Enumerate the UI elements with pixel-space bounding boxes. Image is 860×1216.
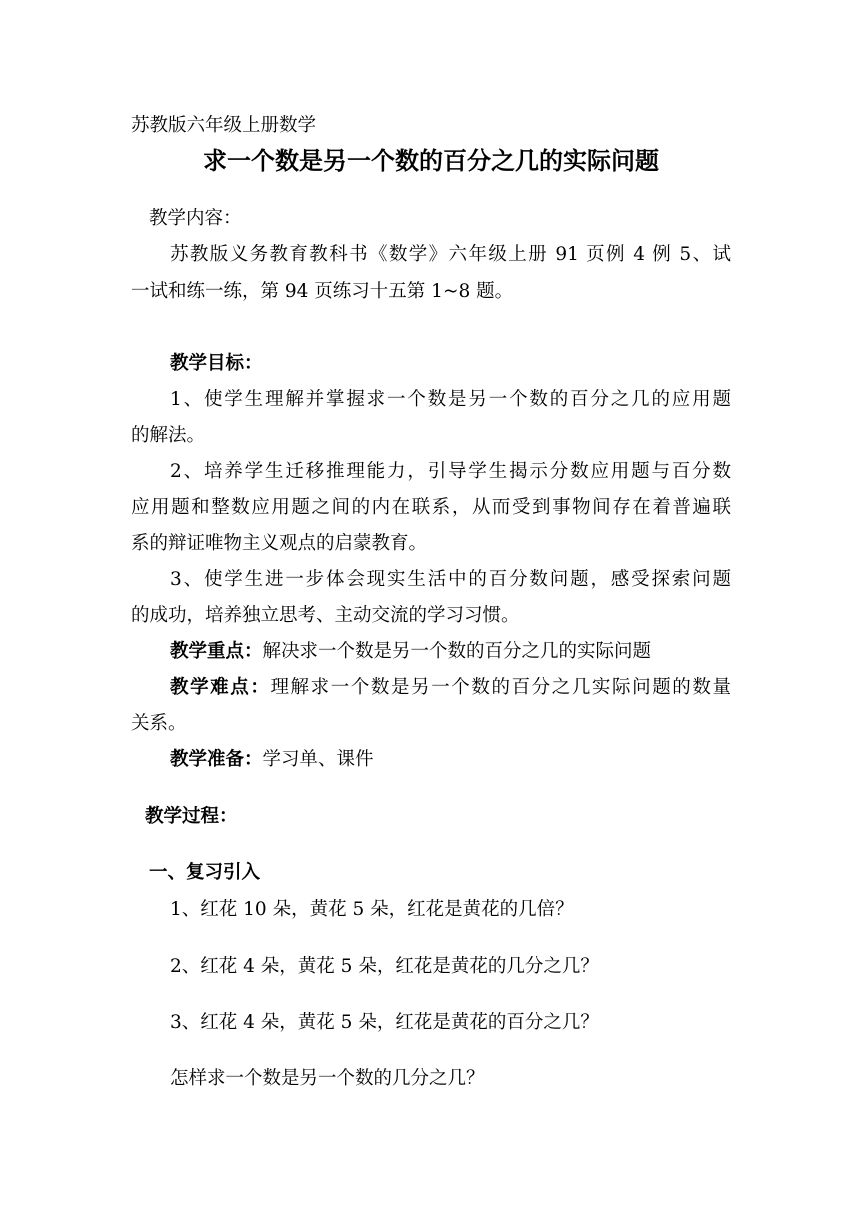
goal-3-line-1: 3、使学生进一步体会现实生活中的百分数问题，感受探索问题 bbox=[170, 569, 731, 590]
goal-1-line-1: 1、使学生理解并掌握求一个数是另一个数的百分之几的应用题 bbox=[170, 389, 731, 410]
review-question-1: 1、红花 10 朵，黄花 5 朵，红花是黄花的几倍？ bbox=[170, 899, 574, 920]
preparation bbox=[170, 748, 770, 772]
goal-2-line-3: 系的辩证唯物主义观点的启蒙教育。 bbox=[131, 533, 428, 554]
key-point-text: 解决求一个数是另一个数的百分之几的实际问题 bbox=[262, 641, 652, 662]
review-question-3: 3、红花 4 朵，黄花 5 朵，红花是黄花的百分之几？ bbox=[170, 1012, 599, 1033]
goal-1-line-2: 的解法。 bbox=[131, 425, 206, 446]
review-question-4: 怎样求一个数是另一个数的几分之几？ bbox=[170, 1068, 485, 1089]
difficulty-text-line-2: 关系。 bbox=[131, 713, 187, 734]
difficulty-point bbox=[170, 676, 731, 700]
content-line-1: 苏教版义务教育教科书《数学》六年级上册 91 页例 4 例 5、试 bbox=[170, 244, 731, 265]
difficulty-label: 教学难点： bbox=[170, 677, 271, 698]
difficulty-text-line-1: 理解求一个数是另一个数的百分之几实际问题的数量 bbox=[270, 677, 731, 698]
goals-label: 教学目标： bbox=[170, 353, 263, 374]
review-question-2: 2、红花 4 朵，黄花 5 朵，红花是黄花的几分之几？ bbox=[170, 956, 599, 977]
key-point-label: 教学重点： bbox=[170, 641, 263, 662]
header-text: 苏教版六年级上册数学 bbox=[131, 115, 317, 136]
process-label: 教学过程： bbox=[145, 806, 238, 827]
goal-3-line-2: 的成功，培养独立思考、主动交流的学习习惯。 bbox=[131, 605, 520, 626]
content-line-2: 一试和练一练，第 94 页练习十五第 1~8 题。 bbox=[131, 281, 514, 302]
preparation-label: 教学准备： bbox=[170, 749, 263, 770]
section-1-title: 一、复习引入 bbox=[149, 862, 261, 883]
page-title: 求一个数是另一个数的百分之几的实际问题 bbox=[203, 146, 659, 175]
goal-2-line-2: 应用题和整数应用题之间的内在联系，从而受到事物间存在着普遍联 bbox=[131, 497, 731, 518]
key-point bbox=[170, 640, 770, 664]
content-label: 教学内容： bbox=[149, 208, 242, 229]
preparation-text: 学习单、课件 bbox=[262, 749, 374, 770]
goal-2-line-1: 2、培养学生迁移推理能力，引导学生揭示分数应用题与百分数 bbox=[170, 461, 731, 482]
